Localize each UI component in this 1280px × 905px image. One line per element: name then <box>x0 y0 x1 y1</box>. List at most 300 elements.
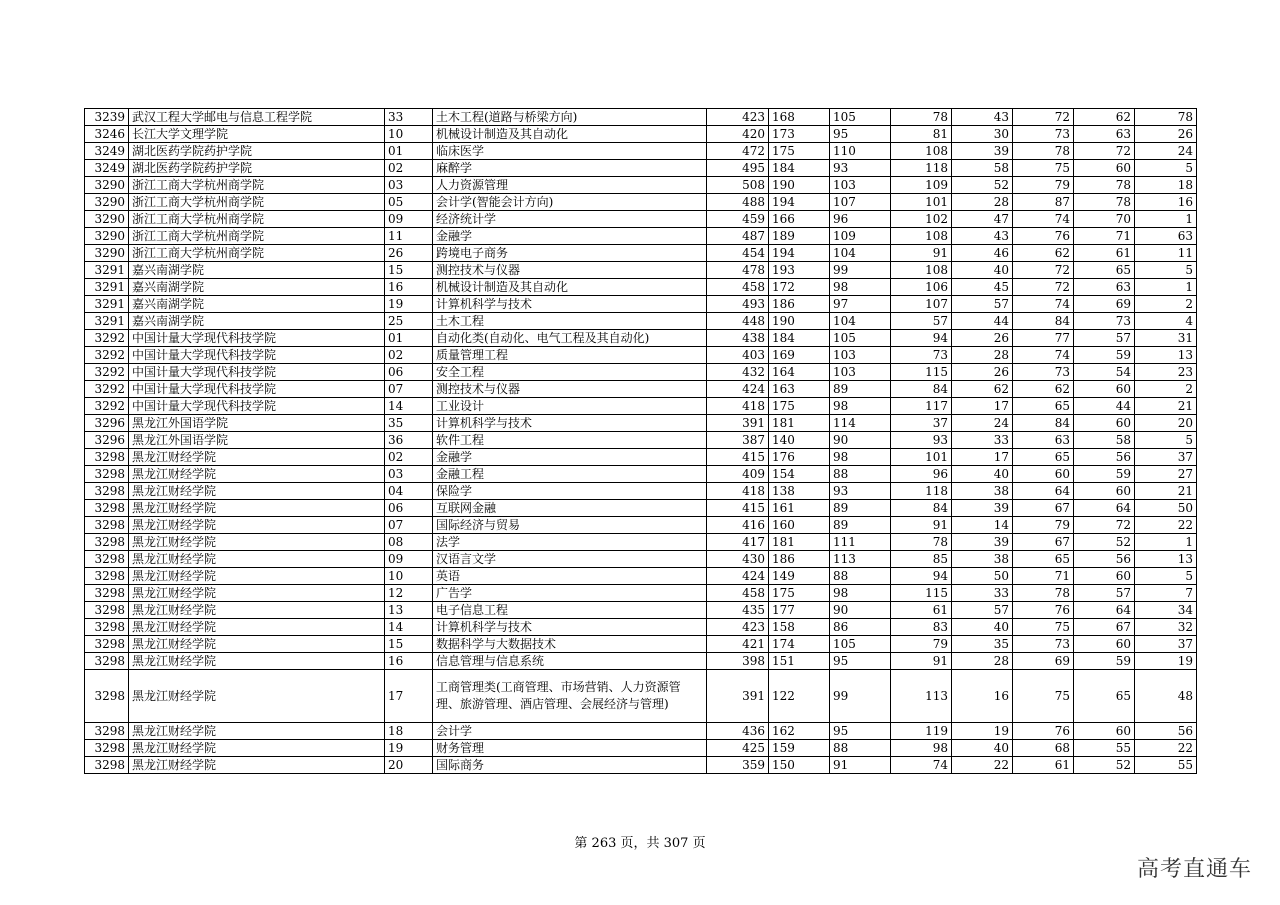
score-col-9-cell: 17 <box>952 449 1013 466</box>
major-code-cell: 02 <box>385 160 433 177</box>
school-code-cell: 3296 <box>85 432 129 449</box>
score-col-7-cell: 95 <box>830 126 891 143</box>
score-total-cell: 458 <box>707 279 769 296</box>
score-col-6-cell: 175 <box>769 143 830 160</box>
score-col-10-cell: 60 <box>1013 466 1074 483</box>
score-col-10-cell: 75 <box>1013 670 1074 723</box>
score-col-10-cell: 61 <box>1013 757 1074 774</box>
school-name-cell: 黑龙江财经学院 <box>129 517 385 534</box>
score-col-10-cell: 72 <box>1013 279 1074 296</box>
score-total-cell: 416 <box>707 517 769 534</box>
score-col-10-cell: 65 <box>1013 449 1074 466</box>
score-col-7-cell: 103 <box>830 347 891 364</box>
score-col-6-cell: 184 <box>769 160 830 177</box>
score-col-8-cell: 79 <box>891 636 952 653</box>
major-name-cell: 汉语言文学 <box>433 551 707 568</box>
score-total-cell: 430 <box>707 551 769 568</box>
table-row <box>85 296 1197 313</box>
score-total-cell: 436 <box>707 723 769 740</box>
score-col-11-cell: 56 <box>1074 551 1135 568</box>
score-col-11-cell: 72 <box>1074 517 1135 534</box>
school-code-cell: 3291 <box>85 296 129 313</box>
score-col-12-cell: 22 <box>1135 517 1197 534</box>
major-name-cell: 英语 <box>433 568 707 585</box>
score-col-12-cell: 34 <box>1135 602 1197 619</box>
score-total-cell: 454 <box>707 245 769 262</box>
score-col-6-cell: 140 <box>769 432 830 449</box>
score-total-cell: 424 <box>707 381 769 398</box>
major-name-cell: 麻醉学 <box>433 160 707 177</box>
score-col-10-cell: 76 <box>1013 228 1074 245</box>
score-col-8-cell: 61 <box>891 602 952 619</box>
score-col-10-cell: 74 <box>1013 211 1074 228</box>
score-col-12-cell: 21 <box>1135 398 1197 415</box>
score-col-10-cell: 62 <box>1013 245 1074 262</box>
score-col-7-cell: 104 <box>830 313 891 330</box>
score-col-7-cell: 88 <box>830 740 891 757</box>
school-name-cell: 黑龙江财经学院 <box>129 740 385 757</box>
score-col-6-cell: 151 <box>769 653 830 670</box>
school-name-cell: 浙江工商大学杭州商学院 <box>129 177 385 194</box>
score-col-9-cell: 43 <box>952 109 1013 126</box>
score-col-10-cell: 75 <box>1013 160 1074 177</box>
score-col-6-cell: 174 <box>769 636 830 653</box>
score-col-12-cell: 56 <box>1135 723 1197 740</box>
table-row <box>85 723 1197 740</box>
table-row <box>85 177 1197 194</box>
school-code-cell: 3291 <box>85 279 129 296</box>
major-code-cell: 04 <box>385 483 433 500</box>
table-row <box>85 619 1197 636</box>
score-col-10-cell: 76 <box>1013 602 1074 619</box>
score-total-cell: 425 <box>707 740 769 757</box>
school-name-cell: 黑龙江外国语学院 <box>129 415 385 432</box>
score-col-9-cell: 62 <box>952 381 1013 398</box>
score-col-10-cell: 84 <box>1013 313 1074 330</box>
table-row <box>85 602 1197 619</box>
table-row <box>85 551 1197 568</box>
score-col-11-cell: 64 <box>1074 602 1135 619</box>
score-col-12-cell: 13 <box>1135 347 1197 364</box>
score-col-8-cell: 113 <box>891 670 952 723</box>
score-col-6-cell: 194 <box>769 194 830 211</box>
score-col-6-cell: 184 <box>769 330 830 347</box>
score-col-11-cell: 55 <box>1074 740 1135 757</box>
score-col-11-cell: 64 <box>1074 500 1135 517</box>
score-col-12-cell: 11 <box>1135 245 1197 262</box>
score-col-11-cell: 59 <box>1074 466 1135 483</box>
score-col-8-cell: 107 <box>891 296 952 313</box>
score-col-6-cell: 186 <box>769 296 830 313</box>
score-col-10-cell: 72 <box>1013 262 1074 279</box>
score-col-10-cell: 75 <box>1013 619 1074 636</box>
score-col-11-cell: 52 <box>1074 534 1135 551</box>
major-name-cell: 互联网金融 <box>433 500 707 517</box>
school-code-cell: 3298 <box>85 500 129 517</box>
school-code-cell: 3290 <box>85 211 129 228</box>
table-row <box>85 381 1197 398</box>
school-code-cell: 3298 <box>85 602 129 619</box>
major-code-cell: 05 <box>385 194 433 211</box>
score-col-9-cell: 28 <box>952 347 1013 364</box>
score-total-cell: 438 <box>707 330 769 347</box>
score-col-7-cell: 105 <box>830 330 891 347</box>
score-col-8-cell: 57 <box>891 313 952 330</box>
score-col-11-cell: 69 <box>1074 296 1135 313</box>
score-col-11-cell: 67 <box>1074 619 1135 636</box>
score-col-11-cell: 58 <box>1074 432 1135 449</box>
score-col-7-cell: 105 <box>830 636 891 653</box>
score-col-10-cell: 77 <box>1013 330 1074 347</box>
major-code-cell: 19 <box>385 296 433 313</box>
score-col-7-cell: 111 <box>830 534 891 551</box>
score-col-6-cell: 150 <box>769 757 830 774</box>
score-col-11-cell: 44 <box>1074 398 1135 415</box>
major-code-cell: 14 <box>385 619 433 636</box>
table-row <box>85 262 1197 279</box>
school-code-cell: 3298 <box>85 636 129 653</box>
score-total-cell: 387 <box>707 432 769 449</box>
score-col-9-cell: 28 <box>952 653 1013 670</box>
table-row <box>85 160 1197 177</box>
school-name-cell: 黑龙江外国语学院 <box>129 432 385 449</box>
score-col-11-cell: 54 <box>1074 364 1135 381</box>
major-code-cell: 20 <box>385 757 433 774</box>
school-code-cell: 3298 <box>85 449 129 466</box>
school-code-cell: 3239 <box>85 109 129 126</box>
score-col-12-cell: 2 <box>1135 381 1197 398</box>
major-name-cell: 信息管理与信息系统 <box>433 653 707 670</box>
score-col-8-cell: 84 <box>891 500 952 517</box>
major-code-cell: 17 <box>385 670 433 723</box>
score-col-7-cell: 93 <box>830 483 891 500</box>
major-name-cell: 国际经济与贸易 <box>433 517 707 534</box>
score-col-10-cell: 78 <box>1013 585 1074 602</box>
score-col-7-cell: 105 <box>830 109 891 126</box>
school-name-cell: 长江大学文理学院 <box>129 126 385 143</box>
score-total-cell: 459 <box>707 211 769 228</box>
score-total-cell: 359 <box>707 757 769 774</box>
table-row <box>85 568 1197 585</box>
table-row <box>85 449 1197 466</box>
major-code-cell: 25 <box>385 313 433 330</box>
school-code-cell: 3290 <box>85 177 129 194</box>
score-col-12-cell: 5 <box>1135 432 1197 449</box>
score-total-cell: 409 <box>707 466 769 483</box>
table-row <box>85 245 1197 262</box>
score-col-11-cell: 60 <box>1074 636 1135 653</box>
score-total-cell: 418 <box>707 398 769 415</box>
major-code-cell: 18 <box>385 723 433 740</box>
school-name-cell: 黑龙江财经学院 <box>129 568 385 585</box>
major-name-cell: 工业设计 <box>433 398 707 415</box>
score-col-10-cell: 74 <box>1013 347 1074 364</box>
score-col-11-cell: 65 <box>1074 262 1135 279</box>
score-col-6-cell: 122 <box>769 670 830 723</box>
major-name-cell: 经济统计学 <box>433 211 707 228</box>
school-code-cell: 3298 <box>85 534 129 551</box>
score-col-6-cell: 173 <box>769 126 830 143</box>
score-col-10-cell: 63 <box>1013 432 1074 449</box>
major-name-cell: 土木工程(道路与桥梁方向) <box>433 109 707 126</box>
score-col-11-cell: 72 <box>1074 143 1135 160</box>
score-col-6-cell: 149 <box>769 568 830 585</box>
score-col-9-cell: 26 <box>952 364 1013 381</box>
score-col-9-cell: 24 <box>952 415 1013 432</box>
score-total-cell: 418 <box>707 483 769 500</box>
score-col-11-cell: 61 <box>1074 245 1135 262</box>
major-code-cell: 02 <box>385 347 433 364</box>
score-col-10-cell: 71 <box>1013 568 1074 585</box>
score-col-11-cell: 60 <box>1074 723 1135 740</box>
score-col-9-cell: 39 <box>952 534 1013 551</box>
score-col-9-cell: 22 <box>952 757 1013 774</box>
table-row <box>85 740 1197 757</box>
major-name-cell: 保险学 <box>433 483 707 500</box>
school-name-cell: 黑龙江财经学院 <box>129 636 385 653</box>
major-code-cell: 35 <box>385 415 433 432</box>
table-row <box>85 398 1197 415</box>
score-col-12-cell: 32 <box>1135 619 1197 636</box>
school-name-cell: 黑龙江财经学院 <box>129 483 385 500</box>
table-row <box>85 517 1197 534</box>
score-col-7-cell: 88 <box>830 466 891 483</box>
table-row <box>85 109 1197 126</box>
score-col-9-cell: 44 <box>952 313 1013 330</box>
table-row <box>85 432 1197 449</box>
score-col-6-cell: 159 <box>769 740 830 757</box>
major-name-cell: 测控技术与仪器 <box>433 262 707 279</box>
score-col-9-cell: 40 <box>952 466 1013 483</box>
table-row <box>85 126 1197 143</box>
score-col-8-cell: 101 <box>891 449 952 466</box>
score-col-12-cell: 21 <box>1135 483 1197 500</box>
score-col-9-cell: 40 <box>952 619 1013 636</box>
score-col-9-cell: 50 <box>952 568 1013 585</box>
score-col-10-cell: 68 <box>1013 740 1074 757</box>
score-col-6-cell: 154 <box>769 466 830 483</box>
major-code-cell: 06 <box>385 500 433 517</box>
major-code-cell: 08 <box>385 534 433 551</box>
score-col-12-cell: 23 <box>1135 364 1197 381</box>
score-col-11-cell: 71 <box>1074 228 1135 245</box>
school-code-cell: 3298 <box>85 757 129 774</box>
school-code-cell: 3298 <box>85 740 129 757</box>
score-col-7-cell: 98 <box>830 585 891 602</box>
school-name-cell: 嘉兴南湖学院 <box>129 262 385 279</box>
score-col-11-cell: 62 <box>1074 109 1135 126</box>
major-name-cell: 金融学 <box>433 228 707 245</box>
school-code-cell: 3292 <box>85 330 129 347</box>
score-col-12-cell: 5 <box>1135 262 1197 279</box>
score-col-11-cell: 60 <box>1074 415 1135 432</box>
score-col-8-cell: 108 <box>891 262 952 279</box>
score-col-9-cell: 38 <box>952 483 1013 500</box>
score-col-8-cell: 85 <box>891 551 952 568</box>
score-col-6-cell: 186 <box>769 551 830 568</box>
major-name-cell: 质量管理工程 <box>433 347 707 364</box>
school-name-cell: 武汉工程大学邮电与信息工程学院 <box>129 109 385 126</box>
score-col-12-cell: 27 <box>1135 466 1197 483</box>
score-col-7-cell: 98 <box>830 279 891 296</box>
score-col-6-cell: 176 <box>769 449 830 466</box>
score-col-7-cell: 103 <box>830 177 891 194</box>
score-col-6-cell: 169 <box>769 347 830 364</box>
score-col-7-cell: 90 <box>830 602 891 619</box>
score-col-11-cell: 63 <box>1074 126 1135 143</box>
score-col-8-cell: 84 <box>891 381 952 398</box>
score-total-cell: 391 <box>707 670 769 723</box>
table-row <box>85 466 1197 483</box>
score-total-cell: 423 <box>707 109 769 126</box>
score-col-6-cell: 190 <box>769 313 830 330</box>
school-code-cell: 3290 <box>85 194 129 211</box>
score-col-7-cell: 90 <box>830 432 891 449</box>
school-code-cell: 3246 <box>85 126 129 143</box>
score-col-6-cell: 158 <box>769 619 830 636</box>
major-code-cell: 15 <box>385 262 433 279</box>
score-col-7-cell: 93 <box>830 160 891 177</box>
score-col-11-cell: 60 <box>1074 568 1135 585</box>
score-col-9-cell: 28 <box>952 194 1013 211</box>
score-total-cell: 424 <box>707 568 769 585</box>
score-col-9-cell: 46 <box>952 245 1013 262</box>
score-total-cell: 421 <box>707 636 769 653</box>
major-name-cell: 安全工程 <box>433 364 707 381</box>
school-name-cell: 浙江工商大学杭州商学院 <box>129 194 385 211</box>
score-total-cell: 432 <box>707 364 769 381</box>
school-code-cell: 3292 <box>85 398 129 415</box>
score-total-cell: 488 <box>707 194 769 211</box>
score-col-10-cell: 65 <box>1013 398 1074 415</box>
school-code-cell: 3298 <box>85 723 129 740</box>
score-col-8-cell: 102 <box>891 211 952 228</box>
score-col-7-cell: 98 <box>830 398 891 415</box>
school-name-cell: 湖北医药学院药护学院 <box>129 143 385 160</box>
school-code-cell: 3290 <box>85 228 129 245</box>
score-col-8-cell: 101 <box>891 194 952 211</box>
table-row <box>85 585 1197 602</box>
score-col-10-cell: 67 <box>1013 500 1074 517</box>
score-col-10-cell: 73 <box>1013 126 1074 143</box>
score-col-12-cell: 1 <box>1135 211 1197 228</box>
school-name-cell: 中国计量大学现代科技学院 <box>129 347 385 364</box>
score-col-8-cell: 78 <box>891 534 952 551</box>
score-col-12-cell: 48 <box>1135 670 1197 723</box>
score-col-11-cell: 60 <box>1074 381 1135 398</box>
score-col-11-cell: 59 <box>1074 653 1135 670</box>
score-col-7-cell: 109 <box>830 228 891 245</box>
score-col-8-cell: 91 <box>891 245 952 262</box>
score-col-12-cell: 5 <box>1135 568 1197 585</box>
score-col-10-cell: 62 <box>1013 381 1074 398</box>
score-col-9-cell: 35 <box>952 636 1013 653</box>
score-col-8-cell: 91 <box>891 517 952 534</box>
score-col-8-cell: 108 <box>891 143 952 160</box>
score-col-11-cell: 52 <box>1074 757 1135 774</box>
score-col-8-cell: 94 <box>891 568 952 585</box>
score-col-10-cell: 87 <box>1013 194 1074 211</box>
school-name-cell: 黑龙江财经学院 <box>129 619 385 636</box>
score-total-cell: 487 <box>707 228 769 245</box>
score-col-6-cell: 190 <box>769 177 830 194</box>
school-code-cell: 3298 <box>85 568 129 585</box>
score-col-9-cell: 39 <box>952 143 1013 160</box>
school-code-cell: 3291 <box>85 262 129 279</box>
major-name-cell: 跨境电子商务 <box>433 245 707 262</box>
table-row <box>85 143 1197 160</box>
score-col-9-cell: 33 <box>952 585 1013 602</box>
score-col-7-cell: 86 <box>830 619 891 636</box>
score-col-10-cell: 79 <box>1013 517 1074 534</box>
score-col-7-cell: 107 <box>830 194 891 211</box>
score-col-7-cell: 97 <box>830 296 891 313</box>
score-col-8-cell: 115 <box>891 585 952 602</box>
school-code-cell: 3298 <box>85 670 129 723</box>
score-total-cell: 423 <box>707 619 769 636</box>
score-col-12-cell: 2 <box>1135 296 1197 313</box>
major-name-cell: 会计学 <box>433 723 707 740</box>
score-col-9-cell: 43 <box>952 228 1013 245</box>
score-col-9-cell: 17 <box>952 398 1013 415</box>
score-col-9-cell: 26 <box>952 330 1013 347</box>
score-col-8-cell: 96 <box>891 466 952 483</box>
score-total-cell: 472 <box>707 143 769 160</box>
score-col-9-cell: 47 <box>952 211 1013 228</box>
score-col-8-cell: 117 <box>891 398 952 415</box>
school-code-cell: 3249 <box>85 160 129 177</box>
table-row <box>85 228 1197 245</box>
major-code-cell: 09 <box>385 551 433 568</box>
admission-score-table <box>84 108 1197 774</box>
score-total-cell: 398 <box>707 653 769 670</box>
table-row <box>85 757 1197 774</box>
major-code-cell: 16 <box>385 653 433 670</box>
score-col-8-cell: 74 <box>891 757 952 774</box>
school-name-cell: 黑龙江财经学院 <box>129 670 385 723</box>
score-col-8-cell: 81 <box>891 126 952 143</box>
major-name-cell: 测控技术与仪器 <box>433 381 707 398</box>
school-code-cell: 3292 <box>85 381 129 398</box>
score-col-10-cell: 72 <box>1013 109 1074 126</box>
score-col-9-cell: 40 <box>952 262 1013 279</box>
score-col-12-cell: 13 <box>1135 551 1197 568</box>
major-code-cell: 10 <box>385 126 433 143</box>
major-code-cell: 16 <box>385 279 433 296</box>
score-total-cell: 415 <box>707 449 769 466</box>
school-name-cell: 黑龙江财经学院 <box>129 653 385 670</box>
score-col-12-cell: 1 <box>1135 534 1197 551</box>
score-col-9-cell: 38 <box>952 551 1013 568</box>
watermark-logo-text: 高考直通车 <box>1136 857 1252 882</box>
major-name-cell: 电子信息工程 <box>433 602 707 619</box>
score-col-10-cell: 73 <box>1013 636 1074 653</box>
score-col-12-cell: 37 <box>1135 449 1197 466</box>
score-col-11-cell: 63 <box>1074 279 1135 296</box>
score-col-6-cell: 175 <box>769 585 830 602</box>
score-col-9-cell: 19 <box>952 723 1013 740</box>
score-col-10-cell: 84 <box>1013 415 1074 432</box>
score-col-11-cell: 60 <box>1074 483 1135 500</box>
score-col-6-cell: 138 <box>769 483 830 500</box>
school-code-cell: 3292 <box>85 347 129 364</box>
score-col-12-cell: 55 <box>1135 757 1197 774</box>
major-code-cell: 12 <box>385 585 433 602</box>
major-code-cell: 15 <box>385 636 433 653</box>
score-col-11-cell: 57 <box>1074 585 1135 602</box>
major-name-cell: 人力资源管理 <box>433 177 707 194</box>
score-col-8-cell: 118 <box>891 483 952 500</box>
